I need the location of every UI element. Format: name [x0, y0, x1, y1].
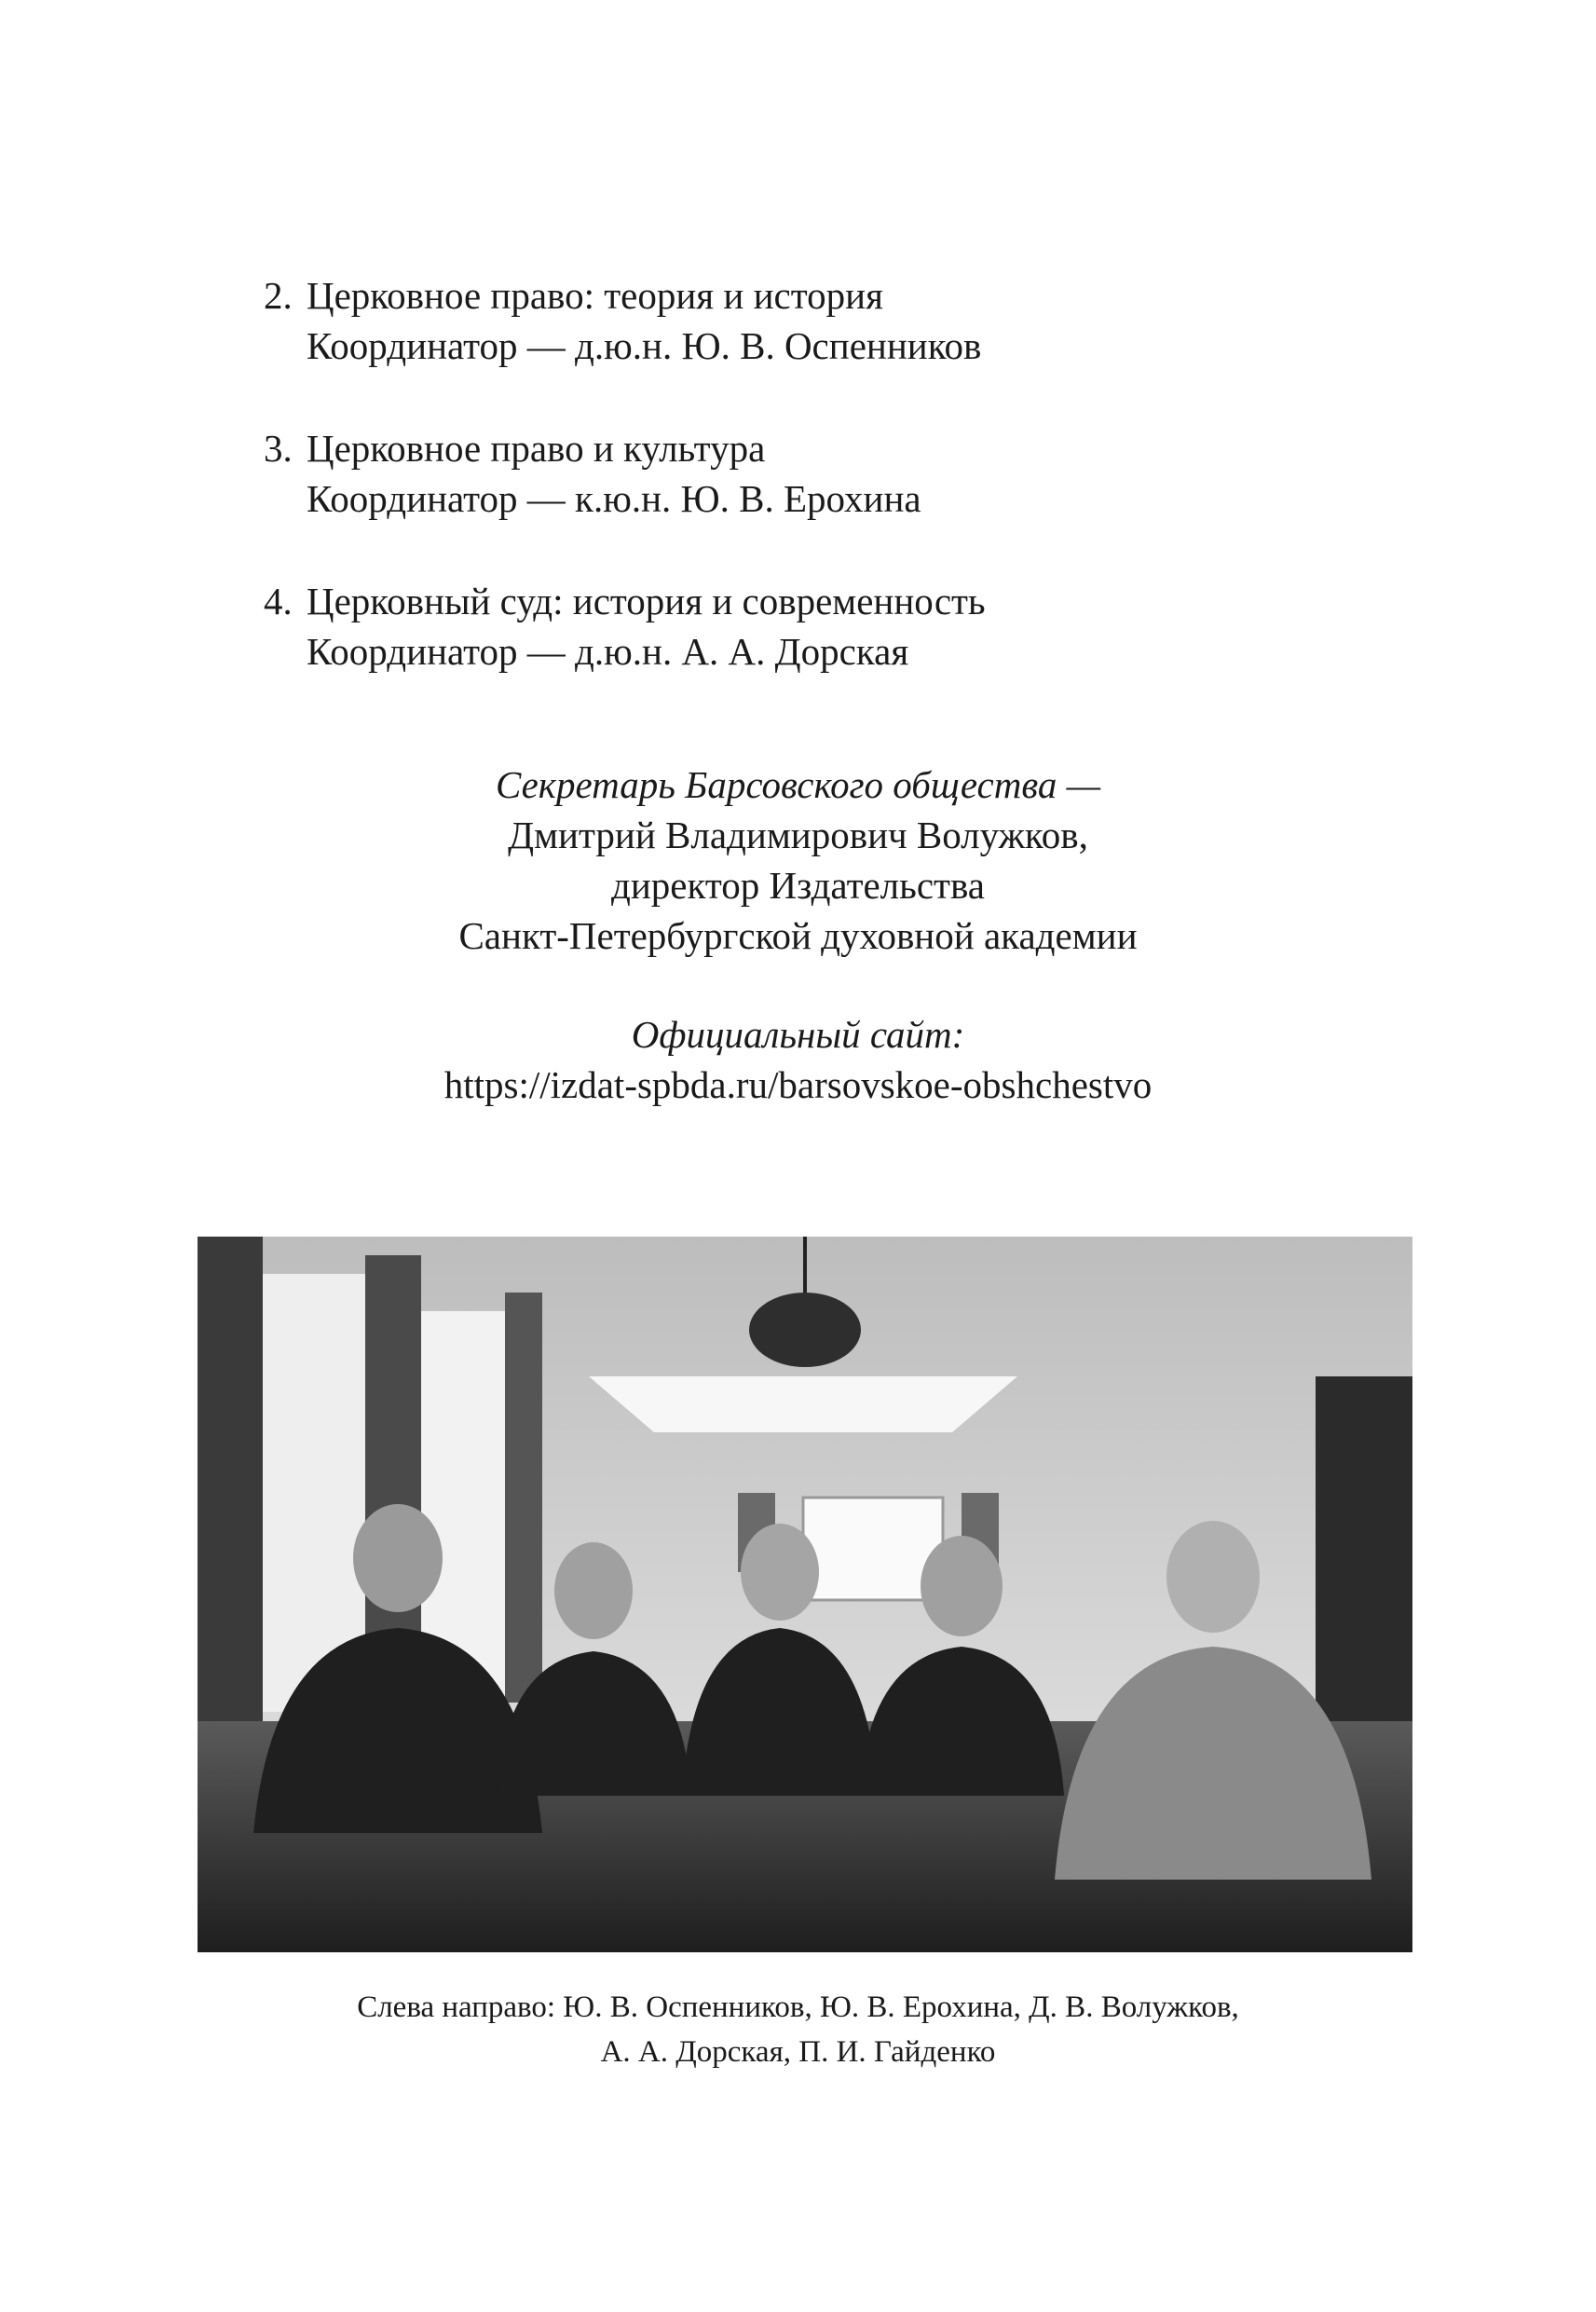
item-coordinator: Координатор — к.ю.н. Ю. В. Ерохина: [307, 477, 921, 520]
item-number: 2.: [264, 274, 293, 317]
item-title: Церковное право: теория и история: [307, 274, 883, 317]
list-item: [264, 576, 1382, 677]
secretary-block: [0, 759, 1596, 961]
secretary-org: Санкт-Петербургской духовной академии: [458, 914, 1138, 957]
group-photo: [198, 1237, 1412, 1952]
list-item: [264, 423, 1382, 524]
secretary-position: директор Издательства: [611, 864, 985, 907]
site-label: Официальный сайт:: [631, 1013, 965, 1056]
secretary-label: Секретарь Барсовского общества —: [495, 763, 1101, 806]
coordinators-list: [264, 270, 1382, 729]
group-photo-illustration: [198, 1237, 1412, 1952]
site-url[interactable]: https://izdat-spbda.ru/barsovskoe-obshchestvo: [443, 1063, 1153, 1106]
photo-caption: [0, 1985, 1596, 2074]
list-item: [264, 270, 1382, 371]
caption-line-2: А. А. Дорская, П. И. Гайденко: [600, 2035, 996, 2069]
item-number: 3.: [264, 427, 293, 470]
item-coordinator: Координатор — д.ю.н. Ю. В. Оспенников: [307, 324, 982, 367]
item-number: 4.: [264, 580, 293, 622]
item-title: Церковный суд: история и современность: [307, 580, 986, 622]
caption-line-1: Слева направо: Ю. В. Оспенников, Ю. В. Ерохина, Д. В. Волужков,: [357, 1991, 1239, 2024]
item-coordinator: Координатор — д.ю.н. А. А. Дорская: [307, 630, 909, 673]
site-block: [0, 1009, 1596, 1110]
secretary-name: Дмитрий Владимирович Волужков,: [508, 814, 1088, 856]
item-title: Церковное право и культура: [307, 427, 766, 470]
